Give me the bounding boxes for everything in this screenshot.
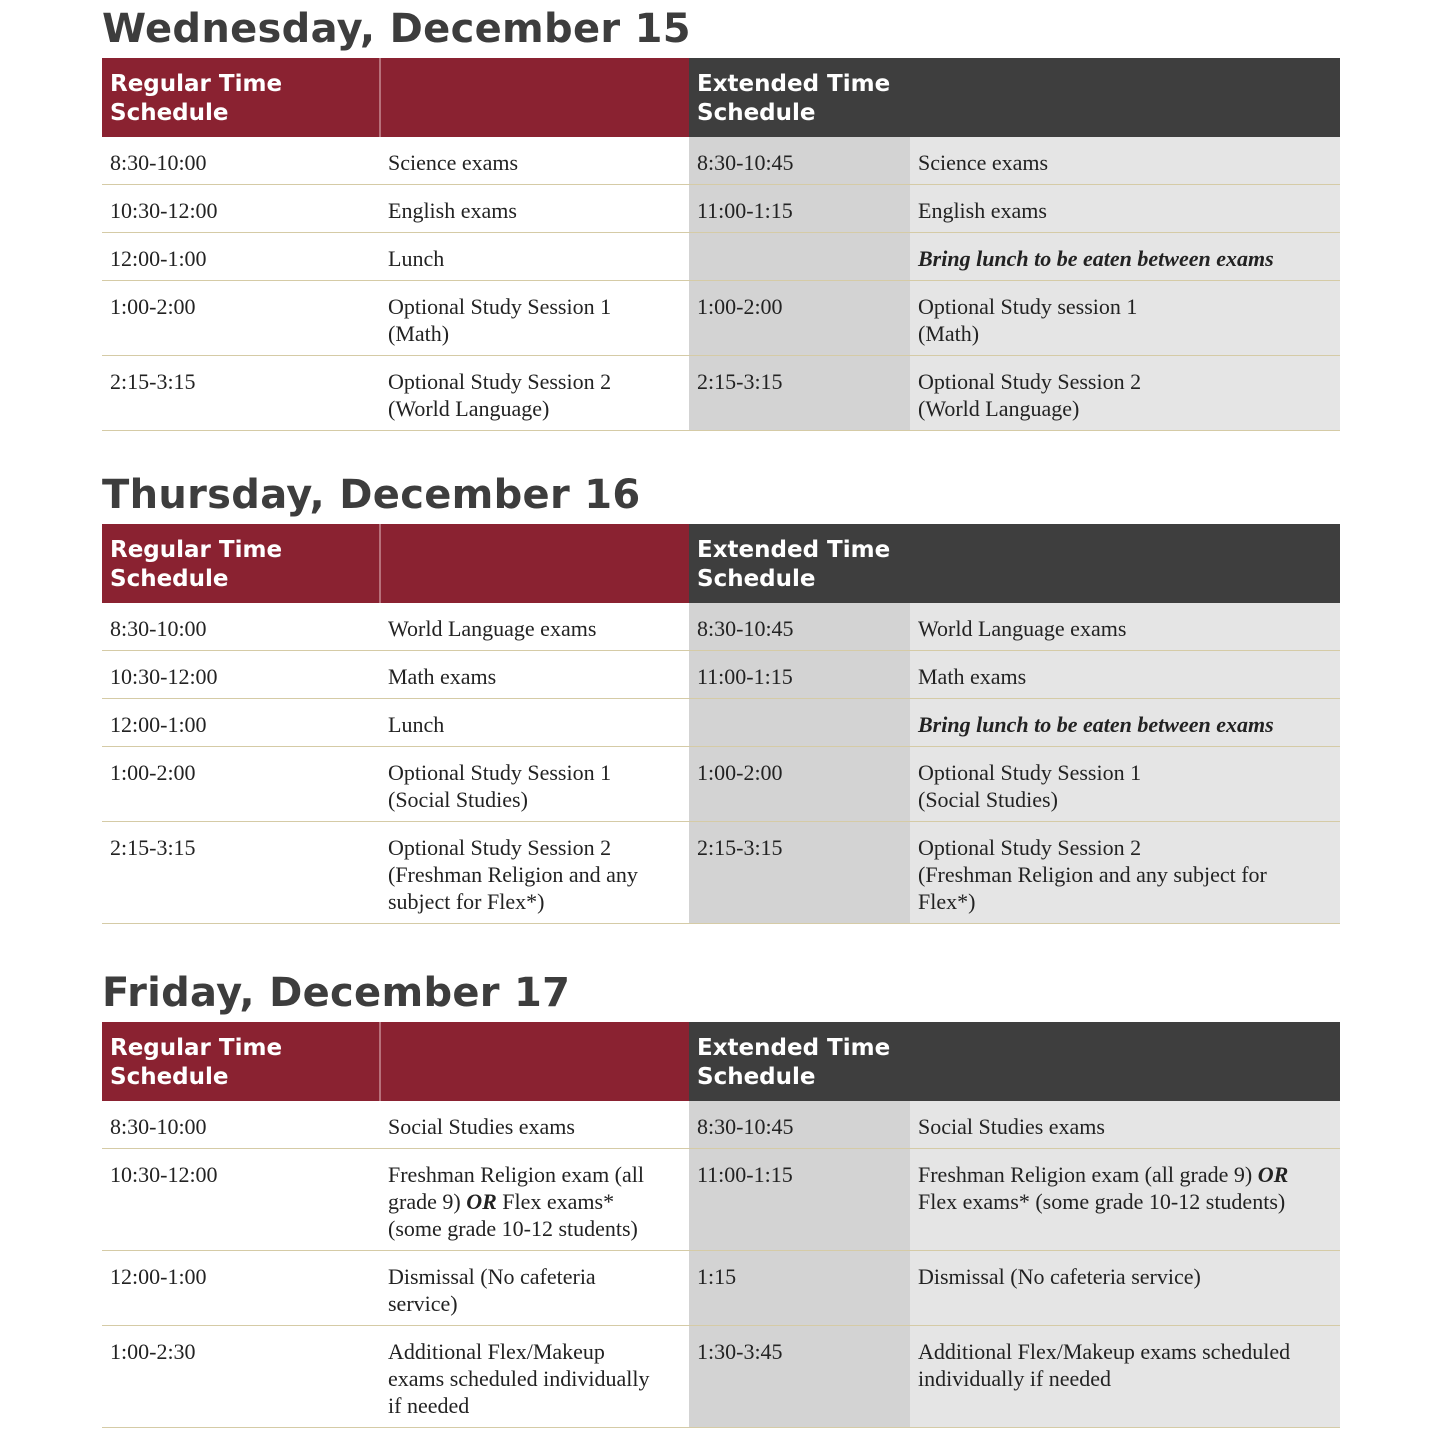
- table-row: [102, 822, 1340, 924]
- extended-time-header: Extended Time Schedule: [689, 1022, 1340, 1101]
- regular-activity-cell: Additional Flex/Makeup exams scheduled individually if needed: [380, 1326, 689, 1428]
- table-row: [102, 1326, 1340, 1428]
- extended-time-cell: 2:15-3:15: [689, 822, 910, 924]
- table-row: [102, 356, 1340, 431]
- extended-activity-cell: Bring lunch to be eaten between exams: [910, 699, 1340, 747]
- extended-time-cell: 11:00-1:15: [689, 1149, 910, 1251]
- regular-time-cell: 8:30-10:00: [102, 1101, 380, 1149]
- blank-header: [380, 1022, 689, 1101]
- extended-activity-cell: Additional Flex/Makeup exams scheduled individually if needed: [910, 1326, 1340, 1428]
- extended-time-cell: 11:00-1:15: [689, 185, 910, 233]
- activity-text: Flex exams* (some grade 10-12 students): [388, 1189, 638, 1241]
- activity-text: Freshman Religion exam (all grade 9): [388, 1162, 644, 1214]
- extended-time-cell: [689, 699, 910, 747]
- extended-time-cell: 8:30-10:45: [689, 1101, 910, 1149]
- regular-time-header: Regular Time Schedule: [102, 58, 380, 137]
- regular-activity-cell: Lunch: [380, 233, 689, 281]
- table-row: [102, 699, 1340, 747]
- regular-time-cell: 10:30-12:00: [102, 185, 380, 233]
- regular-time-cell: 1:00-2:30: [102, 1326, 380, 1428]
- table-header-row: [102, 1022, 1340, 1101]
- regular-activity-cell: Science exams: [380, 137, 689, 185]
- schedule-table: [102, 1022, 1340, 1428]
- table-row: [102, 1251, 1340, 1326]
- table-row: [102, 281, 1340, 356]
- extended-activity-cell: Optional Study Session 2 (World Language): [910, 356, 1340, 431]
- extended-activity-cell: Optional Study Session 1 (Social Studies): [910, 747, 1340, 822]
- schedule-table: [102, 58, 1340, 431]
- extended-time-cell: 8:30-10:45: [689, 137, 910, 185]
- day-title: Wednesday, December 15: [102, 6, 691, 52]
- regular-activity-cell: Math exams: [380, 651, 689, 699]
- activity-text: Flex exams* (some grade 10-12 students): [918, 1189, 1286, 1214]
- table-row: [102, 747, 1340, 822]
- extended-time-cell: 11:00-1:15: [689, 651, 910, 699]
- extended-activity-cell: English exams: [910, 185, 1340, 233]
- extended-time-header: Extended Time Schedule: [689, 58, 1340, 137]
- extended-time-cell: 8:30-10:45: [689, 603, 910, 651]
- extended-time-cell: 1:15: [689, 1251, 910, 1326]
- regular-activity-cell: Lunch: [380, 699, 689, 747]
- regular-time-cell: 2:15-3:15: [102, 822, 380, 924]
- extended-time-cell: 1:30-3:45: [689, 1326, 910, 1428]
- table-header-row: [102, 524, 1340, 603]
- extended-time-cell: 1:00-2:00: [689, 281, 910, 356]
- blank-header: [380, 524, 689, 603]
- table-row: [102, 1101, 1340, 1149]
- regular-activity-cell: Optional Study Session 2 (World Language): [380, 356, 689, 431]
- extended-activity-cell: Math exams: [910, 651, 1340, 699]
- extended-time-cell: 2:15-3:15: [689, 356, 910, 431]
- day-title: Thursday, December 16: [102, 472, 641, 518]
- extended-activity-cell: [910, 1149, 1340, 1251]
- regular-activity-cell: Social Studies exams: [380, 1101, 689, 1149]
- or-emphasis: OR: [466, 1189, 497, 1214]
- table-row: [102, 651, 1340, 699]
- extended-activity-cell: World Language exams: [910, 603, 1340, 651]
- extended-activity-cell: Optional Study Session 2 (Freshman Religion and any subject for Flex*): [910, 822, 1340, 924]
- or-emphasis: OR: [1257, 1162, 1289, 1187]
- extended-activity-cell: Optional Study session 1 (Math): [910, 281, 1340, 356]
- regular-activity-cell: English exams: [380, 185, 689, 233]
- regular-time-cell: 12:00-1:00: [102, 1251, 380, 1326]
- table-header-row: [102, 58, 1340, 137]
- extended-time-cell: 1:00-2:00: [689, 747, 910, 822]
- regular-time-cell: 10:30-12:00: [102, 651, 380, 699]
- blank-header: [380, 58, 689, 137]
- schedule-table: [102, 524, 1340, 924]
- table-row: [102, 603, 1340, 651]
- regular-time-cell: 10:30-12:00: [102, 1149, 380, 1251]
- regular-time-header: Regular Time Schedule: [102, 1022, 380, 1101]
- regular-activity-cell: Optional Study Session 1 (Social Studies): [380, 747, 689, 822]
- regular-activity-cell: Optional Study Session 1 (Math): [380, 281, 689, 356]
- regular-time-cell: 1:00-2:00: [102, 281, 380, 356]
- extended-activity-cell: Dismissal (No cafeteria service): [910, 1251, 1340, 1326]
- regular-activity-cell: World Language exams: [380, 603, 689, 651]
- regular-time-cell: 8:30-10:00: [102, 603, 380, 651]
- extended-activity-cell: Bring lunch to be eaten between exams: [910, 233, 1340, 281]
- extended-activity-cell: Science exams: [910, 137, 1340, 185]
- regular-time-cell: 1:00-2:00: [102, 747, 380, 822]
- regular-activity-cell: Optional Study Session 2 (Freshman Religion and any subject for Flex*): [380, 822, 689, 924]
- extended-activity-cell: Social Studies exams: [910, 1101, 1340, 1149]
- extended-time-header: Extended Time Schedule: [689, 524, 1340, 603]
- regular-time-cell: 12:00-1:00: [102, 233, 380, 281]
- table-row: [102, 1149, 1340, 1251]
- day-section-wednesday: [102, 4, 1340, 431]
- extended-time-cell: [689, 233, 910, 281]
- regular-time-cell: 12:00-1:00: [102, 699, 380, 747]
- regular-activity-cell: Dismissal (No cafeteria service): [380, 1251, 689, 1326]
- activity-text: Freshman Religion exam (all grade 9): [918, 1162, 1253, 1187]
- table-row: [102, 233, 1340, 281]
- table-row: [102, 185, 1340, 233]
- regular-time-cell: 2:15-3:15: [102, 356, 380, 431]
- day-title: Friday, December 17: [102, 970, 571, 1016]
- regular-time-header: Regular Time Schedule: [102, 524, 380, 603]
- regular-time-cell: 8:30-10:00: [102, 137, 380, 185]
- table-row: [102, 137, 1340, 185]
- day-section-friday: [102, 968, 1340, 1428]
- day-section-thursday: [102, 470, 1340, 924]
- regular-activity-cell: [380, 1149, 689, 1251]
